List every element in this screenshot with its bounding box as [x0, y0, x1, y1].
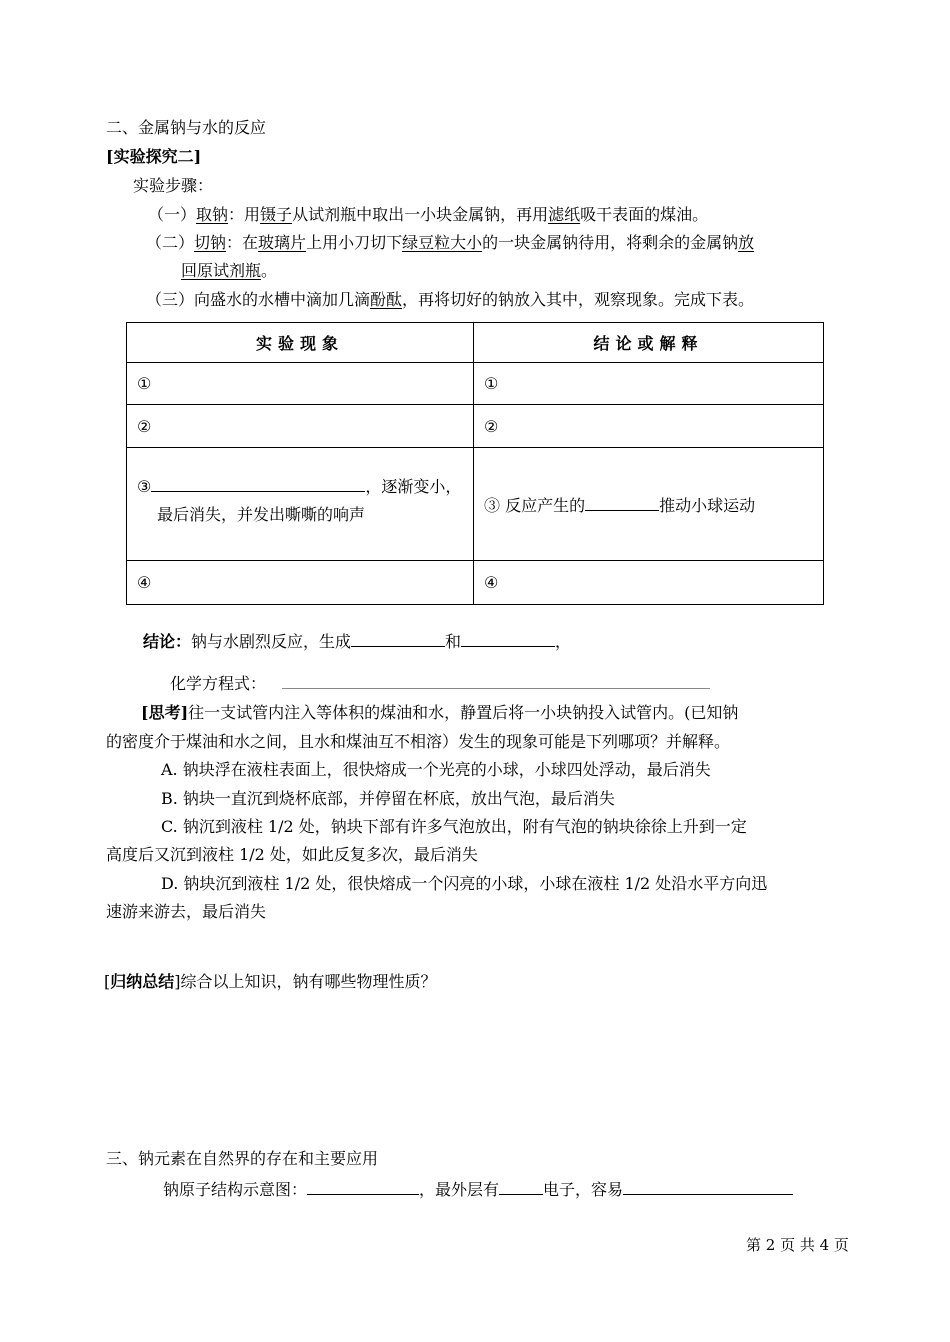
step-1: （一）取钠：用镊子从试剂瓶中取出一小块金属钠，再用滤纸吸干表面的煤油。: [148, 205, 709, 224]
table-row: [127, 363, 824, 405]
step-2-cont: 回原试剂瓶。: [181, 261, 278, 280]
option-d: D. 钠块沉到液柱 1/2 处，很快熔成一个闪亮的小球，小球在液柱 1/2 处沿水平方向迅: [161, 874, 768, 893]
blank-electrons[interactable]: [499, 1178, 543, 1195]
experiment-table: [126, 322, 824, 605]
equation-line: 化学方程式：: [170, 672, 710, 694]
blank-atom-diagram[interactable]: [307, 1178, 419, 1195]
section3-title: 三、钠元素在自然界的存在和主要应用: [106, 1149, 379, 1168]
cell-conclusion-1[interactable]: ①: [474, 363, 824, 405]
step-3: （三）向盛水的水槽中滴加几滴酚酞，再将切好的钠放入其中，观察现象。完成下表。: [146, 290, 755, 309]
table-row: [127, 561, 824, 605]
table-header-row: [127, 323, 824, 363]
cell-conclusion-2[interactable]: ②: [474, 405, 824, 448]
blank-tendency[interactable]: [623, 1178, 793, 1195]
lab-heading: [实验探究二]: [106, 147, 202, 166]
blank-phenomenon-3[interactable]: [151, 475, 365, 492]
cell-conclusion-3[interactable]: ③ 反应产生的 推动小球运动: [474, 448, 824, 561]
conclusion-line: 结论：钠与水剧烈反应，生成 和 ，: [143, 632, 572, 651]
option-b: B. 钠块一直沉到烧杯底部，并停留在杯底，放出气泡，最后消失: [161, 789, 615, 808]
cell-phenomenon-1[interactable]: ①: [127, 363, 474, 405]
header-phenomenon: 实验现象: [127, 323, 474, 363]
table-row: [127, 448, 824, 561]
option-c-cont: 高度后又沉到液柱 1/2 处，如此反复多次，最后消失: [106, 845, 478, 864]
cell-conclusion-4[interactable]: ④: [474, 561, 824, 605]
cell-phenomenon-3[interactable]: ③ ，逐渐变小， 最后消失，并发出嘶嘶的响声: [127, 448, 474, 561]
think-line-2: 的密度介于煤油和水之间，且水和煤油互不相溶）发生的现象可能是下列哪项？并解释。: [106, 732, 731, 751]
blank-gas[interactable]: [585, 494, 659, 511]
table-row: [127, 405, 824, 448]
header-conclusion: 结论或解释: [474, 323, 824, 363]
section-title: 二、金属钠与水的反应: [106, 118, 267, 137]
option-d-cont: 速游来游去，最后消失: [106, 902, 267, 921]
blank-equation[interactable]: [282, 672, 710, 689]
think-line-1: [思考]往一支试管内注入等体积的煤油和水，静置后将一小块钠投入试管内。(已知钠: [141, 703, 739, 722]
atom-structure-line: 钠原子结构示意图： ，最外层有 电子，容易: [163, 1178, 793, 1200]
option-a: A. 钠块浮在液柱表面上，很快熔成一个光亮的小球，小球四处浮动，最后消失: [161, 760, 711, 779]
summary-line: [归纳总结]综合以上知识，钠有哪些物理性质？: [104, 972, 437, 991]
steps-label: 实验步骤：: [133, 176, 214, 195]
option-c: C. 钠沉到液柱 1/2 处，钠块下部有许多气泡放出，附有气泡的钠块徐徐上升到一定: [161, 817, 747, 836]
blank-product-2[interactable]: [461, 630, 555, 647]
step-2: （二）切钠：在玻璃片上用小刀切下绿豆粒大小的一块金属钠待用，将剩余的金属钠放: [146, 233, 755, 252]
blank-product-1[interactable]: [351, 630, 445, 647]
page-number: 第 2 页 共 4 页: [746, 1236, 849, 1254]
cell-phenomenon-2[interactable]: ②: [127, 405, 474, 448]
cell-phenomenon-4[interactable]: ④: [127, 561, 474, 605]
